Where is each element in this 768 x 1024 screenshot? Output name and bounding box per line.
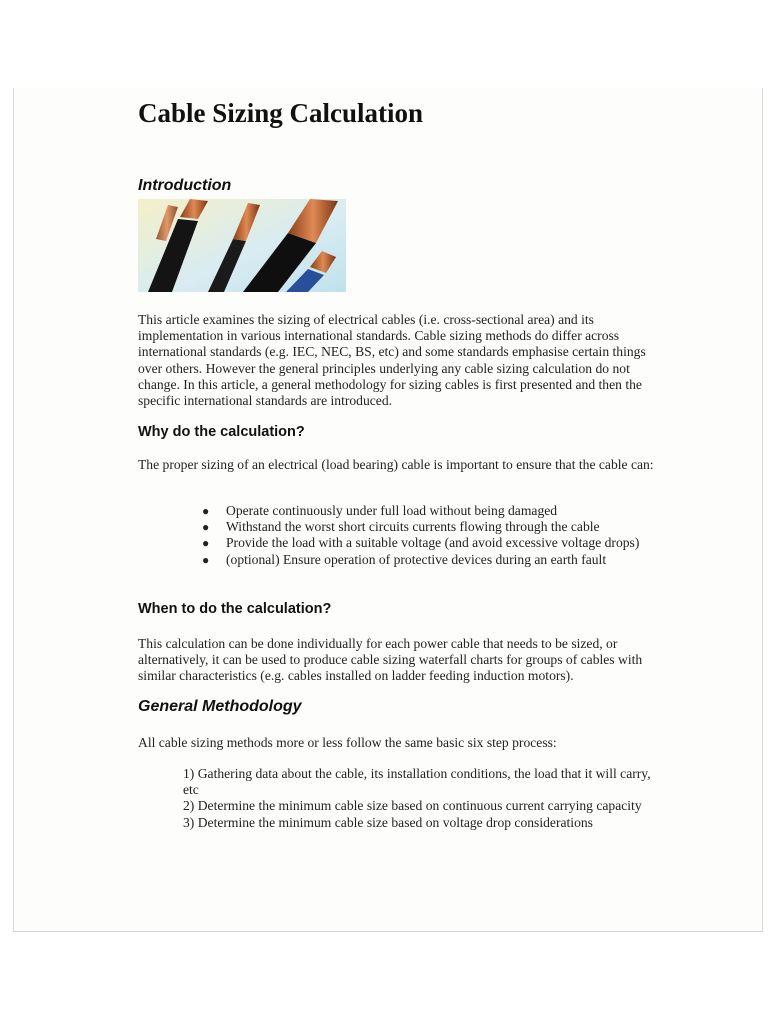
bullet-text: Withstand the worst short circuits currents flowing through the cable (226, 519, 600, 535)
document-page (13, 88, 763, 932)
list-item (200, 503, 640, 519)
methodology-step-list (183, 766, 663, 831)
when-heading: When to do the calculation? (138, 601, 332, 617)
why-bullet-list (200, 503, 640, 568)
when-paragraph: This calculation can be done individually for each power cable that needs to be sized, or alternatively, it can be used to produce cable sizing waterfall charts for groups of cables with similar characteristics (e.g. cables installed on ladder feeding induction motors). (138, 636, 643, 684)
bullet-text: Provide the load with a suitable voltage (and avoid excessive voltage drops) (226, 535, 640, 551)
why-paragraph: The proper sizing of an electrical (load bearing) cable is important to ensure that the cable can: (138, 457, 654, 472)
list-item (200, 535, 640, 551)
list-item: 2) Determine the minimum cable size based on continuous current carrying capacity (183, 798, 642, 814)
list-item (200, 552, 640, 568)
list-item (200, 519, 640, 535)
page-title: Cable Sizing Calculation (138, 98, 424, 128)
cable-photo (138, 199, 346, 292)
introduction-heading: Introduction (138, 177, 232, 194)
bullet-icon: ● (202, 504, 210, 518)
bullet-text: (optional) Ensure operation of protective devices during an earth fault (226, 551, 607, 567)
list-item: 1) Gathering data about the cable, its installation conditions, the load that it will carry, etc (183, 766, 651, 798)
list-item: 3) Determine the minimum cable size based on voltage drop considerations (183, 814, 593, 830)
bullet-icon: ● (202, 552, 210, 567)
introduction-paragraph: This article examines the sizing of electrical cables (i.e. cross-sectional area) and its implementation in various international standards. Cable sizing methods do differ across international standards (e.g. IEC, NEC, BS, etc) and some standards emphasise certain things over others. However the general principles underlying any cable sizing calculation do not change. In this article, a general methodology for sizing cables is first presented and then the specific international standards are introduced. (138, 312, 646, 409)
general-methodology-paragraph: All cable sizing methods more or less follow the same basic six step process: (138, 735, 557, 750)
bullet-icon: ● (202, 520, 210, 535)
general-methodology-heading: General Methodology (138, 698, 302, 715)
why-heading: Why do the calculation? (138, 424, 305, 440)
bullet-text: Operate continuously under full load without being damaged (226, 503, 558, 518)
bullet-icon: ● (202, 536, 210, 551)
cable-photo-image (138, 199, 346, 292)
